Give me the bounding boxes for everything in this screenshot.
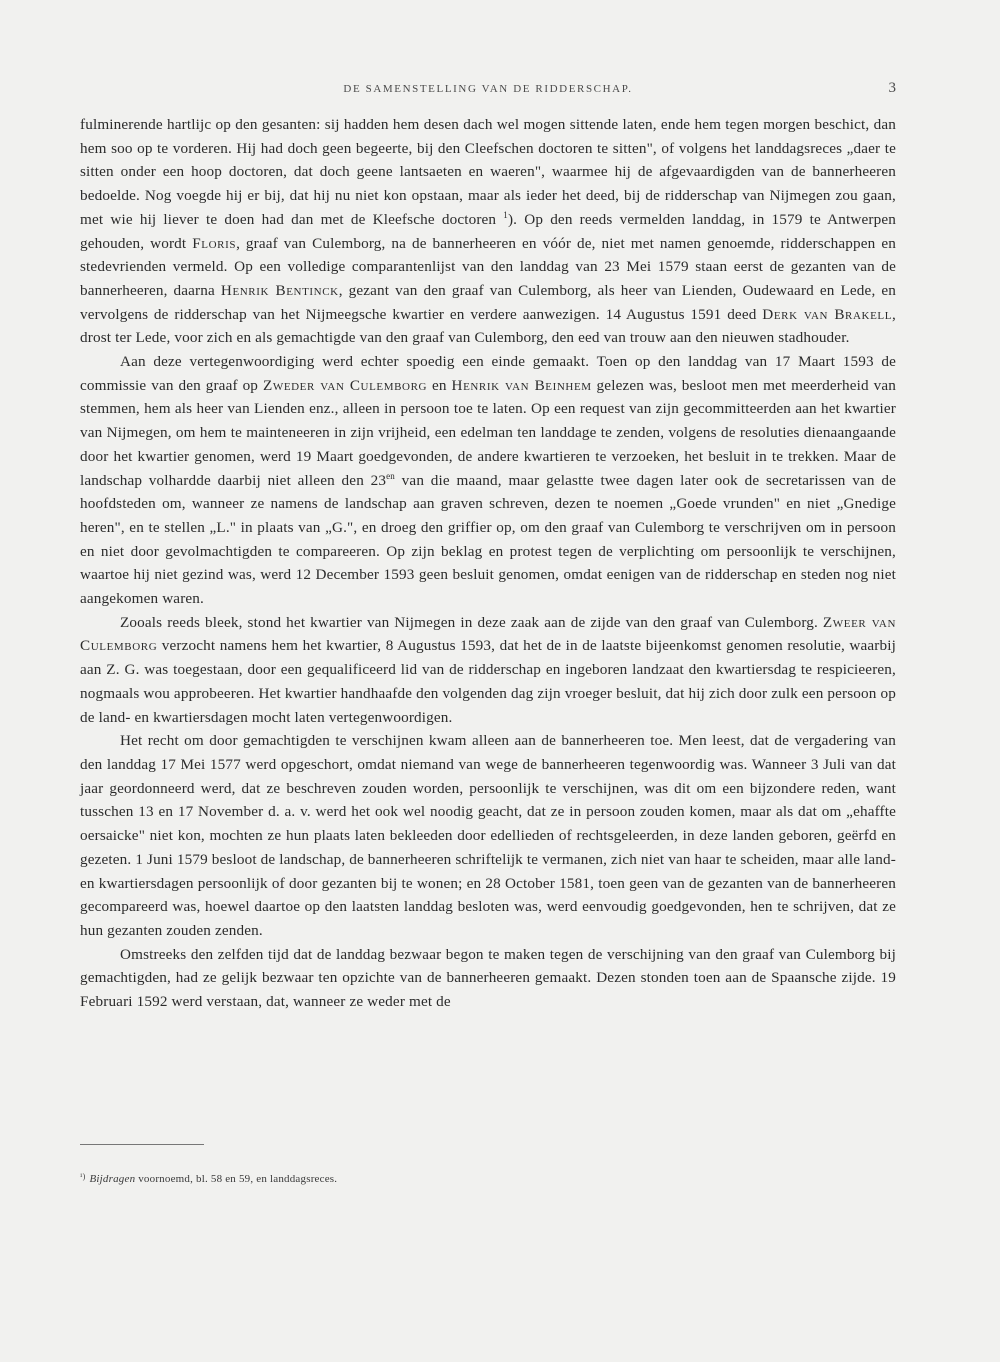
- text-run: gelezen was, besloot men met meerderheid van stemmen, hem als heer van Lienden enz., alleen in persoon toe te laten. Op een request van zijn gecommitteerden aan het kwartier van Nijmegen, om hem te mainteneeren in zijn vrijheid, een edelman ten landdage te zenden, volgens de resoluties dienaangaande door het kwartier genomen, werd 19 Maart goedgevonden, de andere kwartieren te verzoeken, het besluit in te trekken. Maar de landschap volhardde daarbij niet alleen den 23: [80, 376, 896, 489]
- superscript: en: [386, 470, 395, 481]
- text-run: , gezant van den graaf van Culemborg, als heer van Lienden, Oudewaard en Lede, en vervolgens de ridderschap van het Nijmeegsche kwartier en verdere aanwezigen. 14 Augustus 1591 deed: [80, 281, 896, 323]
- text-run: ). Op den reeds vermelden landdag, in 1579 te Antwerpen gehouden, wordt: [80, 210, 896, 252]
- text-run: fulminerende hartlijc op den gesanten: sij hadden hem desen dach wel mogen sittende laten, ende hem tegen morgen beschict, dan hem soo op te vorderen. Hij had doch geen begeerte, bij den Cleefschen doctoren te sitten", of volgens het landdagsreces „daer te sitten onder een hoop doctoren, dat doch geene lantsaeten en waeren", waarmee hij de afgevaardigden van de bannerheeren bedoelde. Nog voegde hij er bij, dat hij nu niet kon opstaan, maar als ieder het deed, bij de ridderschap van Nijmegen zou gaan, met wie hij liever te doen had dan met de Kleefsche doctoren: [80, 116, 896, 228]
- footnote-marker: ¹): [80, 1172, 86, 1181]
- running-title: DE SAMENSTELLING VAN DE RIDDERSCHAP.: [343, 83, 633, 95]
- footnote-rule: [80, 1144, 204, 1145]
- footnote-text: voornoemd, bl. 58 en 59, en landdagsreces.: [135, 1173, 338, 1185]
- paragraph-3: [80, 611, 896, 730]
- paragraph-4: Het recht om door gemachtigden te verschijnen kwam alleen aan de bannerheeren toe. Men leest, dat de vergadering van den landdag 17 Mei 1577 werd opgeschort, omdat niemand van wege de bannerheeren tegenwoordig was. Wanneer 3 Juli van dat jaar geordonneerd werd, dat ze beschreven zouden worden, persoonlijk te verschijnen, was dit om een bijzondere reden, want tusschen 13 en 17 November d. a. v. werd het ook wel noodig geacht, dat ze in persoon zouden komen, maar als dat om „ehaffte oersaicke" niet kon, mochten ze hun plaats laten bekleeden door edellieden of rechtsgeleerden, in deze landen geboren, geërfd en gezeten. 1 Juni 1579 besloot de landschap, de bannerheeren schriftelijk te vermanen, zich niet van haar te scheiden, maar alle land- en kwartiersdagen persoonlijk of door gezanten bij te wonen; en 28 October 1581, toen geen van de gezanten van de bannerheeren gecompareerd was, hoewel daartoe op den laatsten landdag besloten was, werd eenvoudig goedgevonden, hen te schrijven, dat ze hun gezanten zouden zenden.: [80, 732, 896, 939]
- person-name: Derk van Brakell: [762, 305, 893, 323]
- person-name: Zweder van Culemborg: [262, 376, 428, 394]
- person-name: Zweer van Culemborg: [80, 613, 896, 655]
- page-number: 3: [888, 80, 896, 96]
- body-text: [80, 113, 896, 1014]
- paragraph-1: [80, 113, 896, 350]
- page-header: [80, 80, 896, 104]
- footnote: [80, 1172, 337, 1185]
- text-run: en: [427, 376, 452, 394]
- text-run: Zooals reeds bleek, stond het kwartier van Nijmegen in deze zaak aan de zijde van den graaf van Culemborg.: [120, 613, 823, 631]
- footnote-reference: 1: [503, 209, 508, 220]
- text-run: , drost ter Lede, voor zich en als gemachtigde van den graaf van Culemborg, den eed van trouw aan den nieuwen stadhouder.: [80, 305, 896, 347]
- paragraph-5: Omstreeks den zelfden tijd dat de landdag bezwaar begon te maken tegen de verschijning van den graaf van Culemborg bij gemachtigden, had ze gelijk bezwaar ten opzichte van de bannerheeren gemaakt. Dezen stonden toen aan de Spaansche zijde. 19 Februari 1592 werd verstaan, dat, wanneer ze weder met de: [80, 945, 896, 1011]
- text-run: verzocht namens hem het kwartier, 8 Augustus 1593, dat het de in de laatste bijeenkomst genomen resolutie, waarbij aan Z. G. was toegestaan, door een gequalificeerd lid van de ridderschap en ingeboren landzaat den kwartiersdag te respicieeren, nogmaals wou approbeeren. Het kwartier handhaafde den volgenden dag zijn vroeger besluit, dat hij zich door zulk een persoon op de land- en kwartiersdagen mocht laten vertegenwoordigen.: [80, 637, 896, 726]
- person-name: Floris: [192, 234, 237, 252]
- person-name: Henrik van Beinhem: [451, 376, 592, 394]
- text-run: van die maand, maar gelastte twee dagen later ook de secretarissen van de hoofdsteden om, wanneer ze namens de landschap aan graven schreven, dezen te noemen „Goede vrunden" en niet „Gnedige heren", en te stellen „L." in plaats van „G.", en droeg den griffier op, om den graaf van Culemborg te verschrijven om in persoon en niet door gevolmachtigden te compareeren. Op zijn beklag en protest tegen de verplichting om persoonlijk te verschijnen, waartoe hij niet gezind was, werd 12 December 1593 geen besluit genomen, omdat eenigen van de ridderschap en steden nog niet aangekomen waren.: [80, 471, 896, 608]
- paragraph-2: [80, 350, 896, 611]
- person-name: Henrik Bentinck: [220, 281, 339, 299]
- text-run: Aan deze vertegenwoordiging werd echter spoedig een einde gemaakt. Toen op den landdag van 17 Maart 1593 de commissie van den graaf op: [80, 353, 896, 394]
- footnote-source: Bijdragen: [89, 1173, 136, 1185]
- text-run: , graaf van Culemborg, na de bannerheeren en vóór de, niet met namen genoemde, ridderschappen en stedevrienden vermeld. Op een volledige comparantenlijst van den landdag van 23 Mei 1579 staan eerst de gezanten van de bannerheeren, daarna: [80, 234, 896, 299]
